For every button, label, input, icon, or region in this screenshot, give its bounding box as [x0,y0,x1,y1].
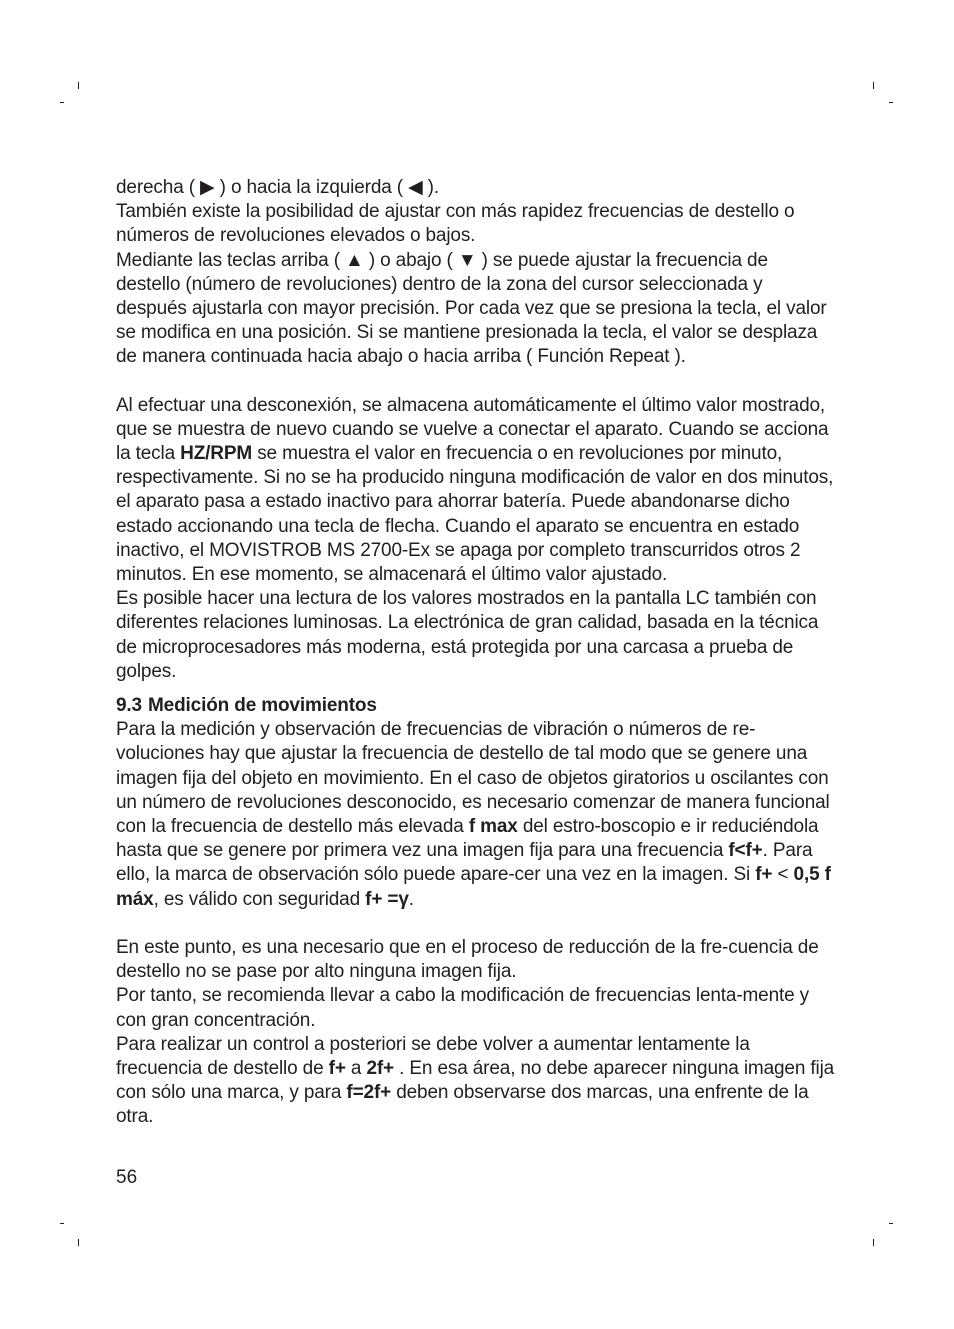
spacer [116,684,836,694]
crop-mark-top-left-vertical [78,82,79,89]
section-heading [116,694,836,718]
crop-mark-bottom-left-vertical [78,1239,79,1246]
spacer [116,370,836,394]
crop-mark-bottom-left-horizontal [60,1223,64,1224]
crop-mark-top-left-horizontal [60,102,64,103]
paragraph-frequency-reduction: En este punto, es una necesario que en el proceso de reducción de la fre-cuencia de destello no se pase por alto ninguna imagen fija. [116,936,819,983]
page-content [116,176,836,1130]
spacer [116,912,836,936]
page-number: 56 [116,1167,138,1188]
crop-mark-top-right-horizontal [889,102,893,103]
key-hz-rpm: HZ/RPM [180,443,253,465]
crop-mark-top-right-vertical [873,82,874,89]
paragraph-lc-display: Es posible hacer una lectura de los valores mostrados en la pantalla LC también con diferentes relaciones luminosas. La electrónica de gran calidad, basada en la técnica de microprocesadores más moderna, está protegida por una carcasa a prueba de golpes. [116,588,819,682]
section-number: 9.3 [116,695,142,717]
paragraph-shutdown-memory: Al efectuar una desconexión, se almacena automáticamente el último valor mostrado, que se muestra de nuevo cuando se vuelve a conectar el aparato. Cuando se acciona la tecla HZ/RPM se muestra el valor en frecuencia o en revoluciones por minuto, respectivamente. Si no se ha producido ninguna modificación de valor en dos minutos, el aparato pasa a estado inactivo para ahorrar batería. Puede abandonarse dicho estado accionando una tecla de flecha. Cuando el aparato se encuentra en estado inactivo, el MOVISTROB MS 2700-Ex se apaga por completo transcurridos otros 2 minutos. En ese momento, se almacenará el último valor ajustado. [116,394,834,586]
paragraph-motion-measurement: Para la medición y observación de frecuencias de vibración o números de re-voluciones hay que ajustar la frecuencia de destello de tal modo que se genere una imagen fija del objeto en movimiento. En el caso de objetos giratorios u oscilantes con un número de revoluciones desconocido, es necesario comenzar de manera funcional con la frecuencia de destello más elevada f max del estro-boscopio e ir reduciéndola hasta que se genere por primera vez una imagen fija para una frecuencia f<f+. Para ello, la marca de observación sólo puede apare-cer una vez en la imagen. Si f+ < 0,5 f máx, es válido con seguridad f+ =γ. [116,719,831,910]
crop-mark-bottom-right-vertical [873,1239,874,1246]
paragraph-arrow-keys-left-right: derecha ( ▶ ) o hacia la izquierda ( ◀ ). [116,177,439,198]
paragraph-control-check: Para realizar un control a posteriori se debe volver a aumentar lentamente la frecuencia de destello de f+ a 2f+ . En esa área, no debe aparecer ninguna imagen fija con sólo una marca, y para f=2f+ deben observarse dos marcas, una enfrente de la otra. [116,1033,835,1128]
paragraph-up-down-keys: Mediante las teclas arriba ( ▲ ) o abajo ( ▼ ) se puede ajustar la frecuencia de destello (número de revoluciones) dentro de la zona del cursor seleccionada y después ajustarla con mayor precisión. Por cada vez que se presiona la tecla, el valor se modifica en una posición. Si se mantiene presionada la tecla, el valor se desplaza de manera continuada hacia abajo o hacia arriba ( Función Repeat ). [116,249,827,368]
paragraph-recommendation: Por tanto, se recomienda llevar a cabo la modificación de frecuencias lenta-mente y con gran concentración. [116,985,810,1031]
crop-mark-bottom-right-horizontal [889,1223,893,1224]
section-title: Medición de movimientos [147,695,377,717]
paragraph-quick-adjust: También existe la posibilidad de ajustar con más rapidez frecuencias de destello o números de revoluciones elevados o bajos. [116,201,795,247]
